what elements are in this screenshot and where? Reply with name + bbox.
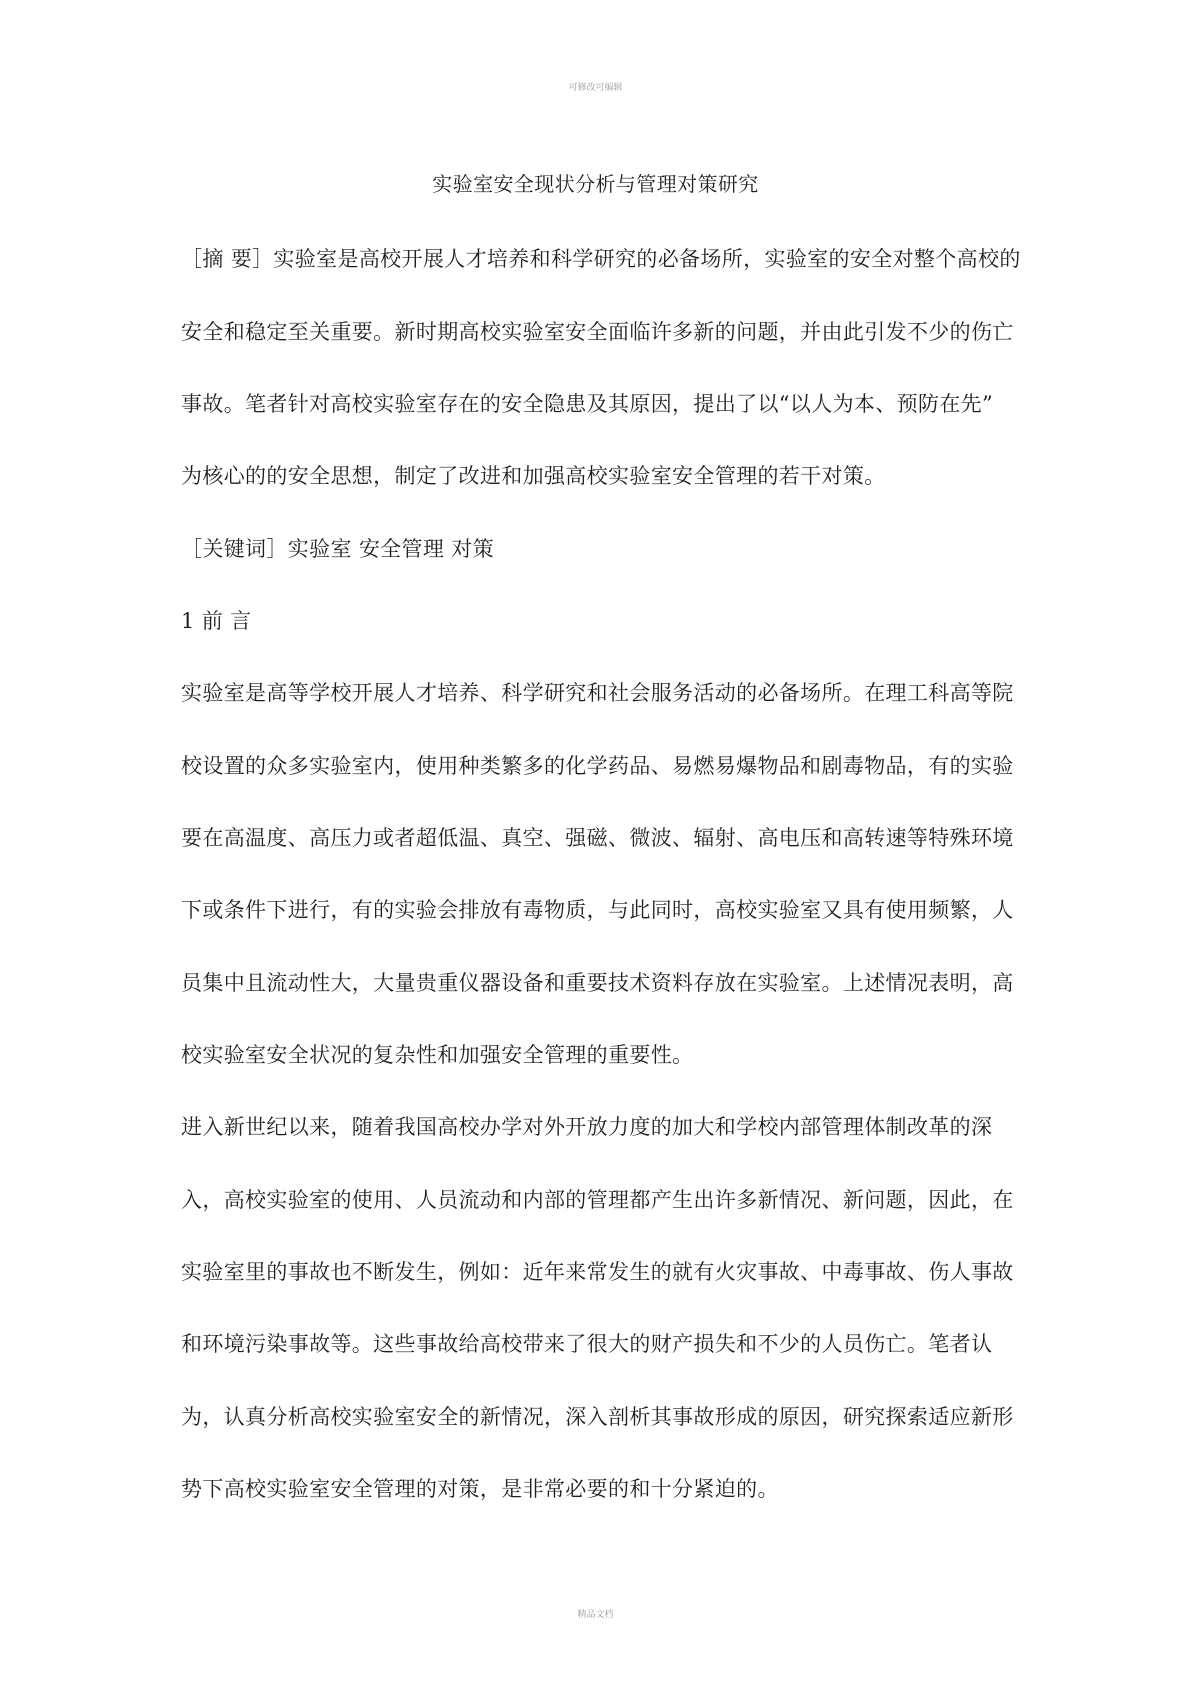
document-title: 实验室安全现状分析与管理对策研究 [432,172,759,196]
paragraph-1-line-3: 要在高温度、高压力或者超低温、真空、强磁、微波、辐射、高电压和高转速等特殊环境 [181,826,1014,850]
abstract-line-1: ［摘 要］实验室是高校开展人才培养和科学研究的必备场所，实验室的安全对整个高校的 [181,247,1021,271]
keywords-line: ［关键词］实验室 安全管理 对策 [181,537,494,561]
paragraph-2-line-1: 进入新世纪以来，随着我国高校办学对外开放力度的加大和学校内部管理体制改革的深 [181,1115,993,1139]
paragraph-2-line-2: 入，高校实验室的使用、人员流动和内部的管理都产生出许多新情况、新问题，因此，在 [181,1188,1014,1212]
paragraph-1-line-2: 校设置的众多实验室内，使用种类繁多的化学药品、易燃易爆物品和剧毒物品，有的实验 [181,754,1014,778]
page-footer: 精品文档 [577,1610,614,1620]
abstract-line-4: 为核心的的安全思想，制定了改进和加强高校实验室安全管理的若干对策。 [181,464,886,488]
paragraph-1-line-4: 下或条件下进行，有的实验会排放有毒物质，与此同时，高校实验室又具有使用频繁，人 [181,898,1014,922]
paragraph-2-line-6: 势下高校实验室安全管理的对策，是非常必要的和十分紧迫的。 [181,1477,779,1501]
abstract-line-3: 事故。笔者针对高校实验室存在的安全隐患及其原因，提出了以“以人为本、预防在先” [181,392,994,416]
abstract-line-2: 安全和稳定至关重要。新时期高校实验室安全面临许多新的问题，并由此引发不少的伤亡 [181,320,1014,344]
paragraph-2-line-5: 为，认真分析高校实验室安全的新情况，深入剖析其事故形成的原因，研究探索适应新形 [181,1405,1014,1429]
paragraph-1-line-5: 员集中且流动性大，大量贵重仪器设备和重要技术资料存放在实验室。上述情况表明，高 [181,971,1014,995]
paragraph-2-line-3: 实验室里的事故也不断发生，例如：近年来常发生的就有火灾事故、中毒事故、伤人事故 [181,1260,1014,1284]
page-header: 可修改可编辑 [568,83,623,93]
paragraph-1-line-1: 实验室是高等学校开展人才培养、科学研究和社会服务活动的必备场所。在理工科高等院 [181,681,1014,705]
paragraph-2-line-4: 和环境污染事故等。这些事故给高校带来了很大的财产损失和不少的人员伤亡。笔者认 [181,1332,993,1356]
section-heading: 1 前 言 [181,609,252,633]
paragraph-1-line-6: 校实验室安全状况的复杂性和加强安全管理的重要性。 [181,1043,694,1067]
